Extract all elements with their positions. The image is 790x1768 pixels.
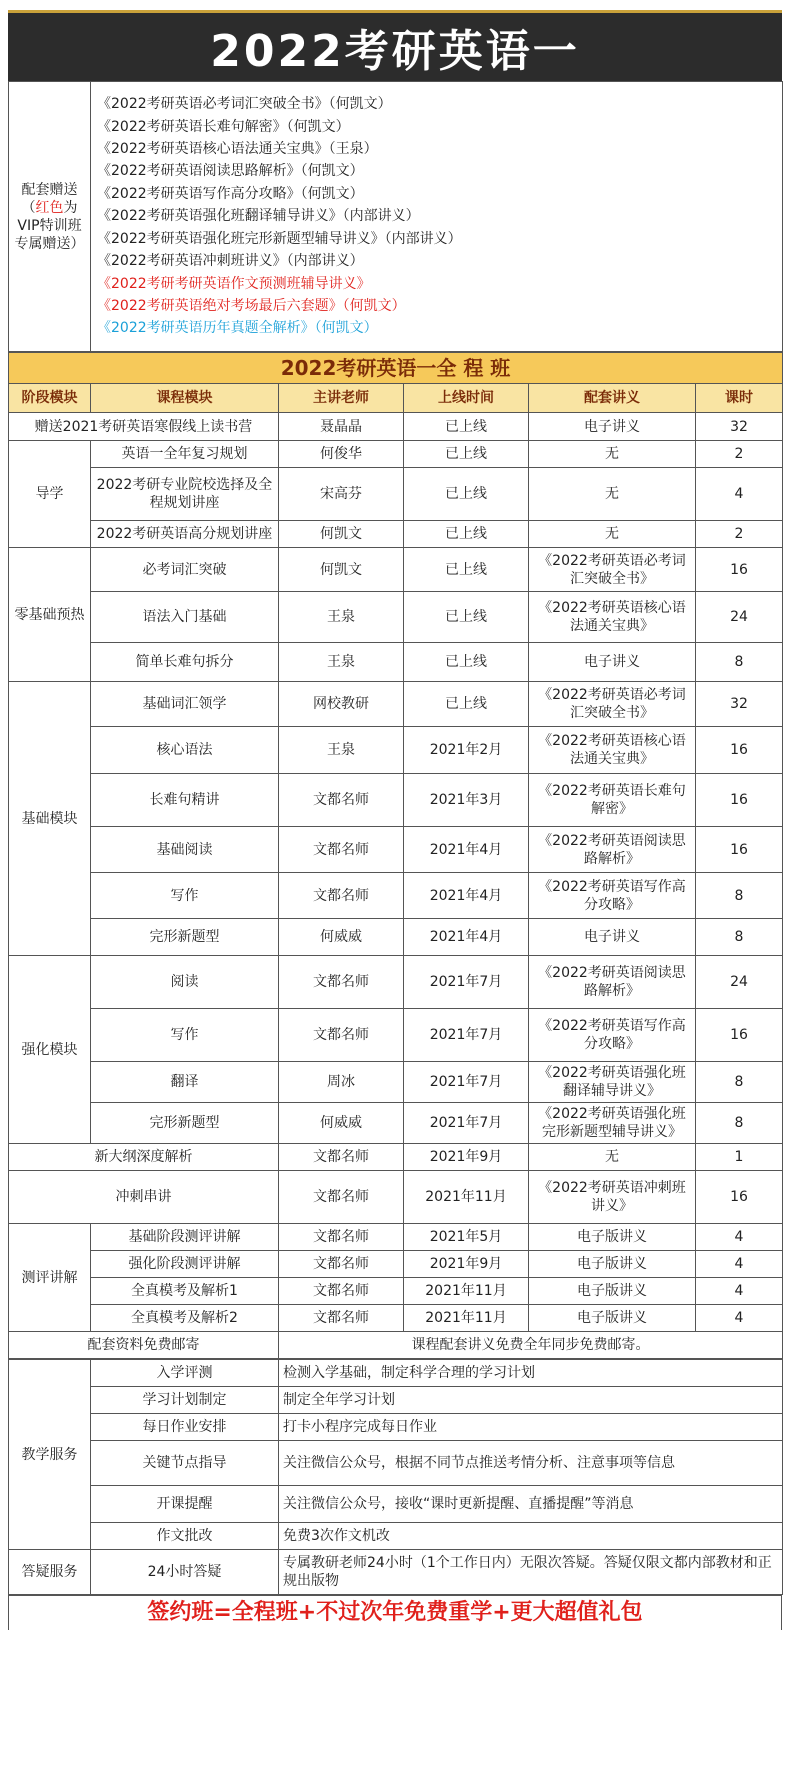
hours-cell: 2 [696,441,783,468]
table-row [9,1009,783,1062]
course-cell: 强化阶段测评讲解 [91,1251,279,1278]
gift-item: 《2022考研英语长难句解密》（何凯文） [97,118,350,135]
gifts-label-paren: （ [21,199,36,216]
table-row [9,468,783,521]
course-cell: 2022考研英语高分规划讲座 [91,521,279,548]
teacher-cell: 王泉 [279,592,404,643]
teacher-cell: 宋高芬 [279,468,404,521]
teacher-cell: 文都名师 [279,1305,404,1332]
table-row [9,643,783,682]
material-cell: 《2022考研英语长难句解密》 [529,774,696,827]
column-header: 课时 [696,384,783,413]
hours-cell: 16 [696,727,783,774]
material-cell: 无 [529,1144,696,1171]
teacher-cell: 王泉 [279,643,404,682]
gift-item: 《2022考研英语冲刺班讲义》（内部讲义） [97,253,364,270]
material-cell: 《2022考研英语阅读思路解析》 [529,956,696,1009]
footer-banner: 签约班=全程班+不过次年免费重学+更大超值礼包 [9,1596,782,1631]
table-row [9,1144,783,1171]
service-name: 24小时答疑 [91,1550,279,1595]
hours-cell: 16 [696,1009,783,1062]
table-row [9,727,783,774]
course-table [8,352,783,1359]
material-cell: 《2022考研英语阅读思路解析》 [529,827,696,873]
hours-cell: 1 [696,1144,783,1171]
table-row [9,1103,783,1144]
course-cell: 语法入门基础 [91,592,279,643]
course-cell: 全真模考及解析2 [91,1305,279,1332]
table-row [9,956,783,1009]
teacher-cell: 聂晶晶 [279,413,404,441]
column-header: 课程模块 [91,384,279,413]
table-row [9,1305,783,1332]
teacher-cell: 文都名师 [279,1009,404,1062]
teacher-cell: 何威威 [279,1103,404,1144]
table-row [9,548,783,592]
service-name: 关键节点指导 [91,1441,279,1486]
course-cell: 简单长难句拆分 [91,643,279,682]
gifts-label-suffix: 为VIP特训班专属赠送） [14,199,85,252]
teacher-cell: 文都名师 [279,1251,404,1278]
material-cell: 《2022考研英语必考词汇突破全书》 [529,548,696,592]
table-row [9,441,783,468]
table-row [9,1360,783,1387]
course-cell: 长难句精讲 [91,774,279,827]
teacher-cell: 文都名师 [279,774,404,827]
gifts-label [9,82,91,352]
course-cell: 英语一全年复习规划 [91,441,279,468]
table-row [9,774,783,827]
table-row [9,1278,783,1305]
teacher-cell: 何凯文 [279,548,404,592]
stage-cell: 测评讲解 [9,1224,91,1332]
material-cell: 《2022考研英语强化班翻译辅导讲义》 [529,1062,696,1103]
course-cell: 基础阅读 [91,827,279,873]
course-cell: 必考词汇突破 [91,548,279,592]
hours-cell: 8 [696,873,783,919]
material-cell: 电子讲义 [529,919,696,956]
teacher-cell: 文都名师 [279,1144,404,1171]
teacher-cell: 王泉 [279,727,404,774]
hours-cell: 16 [696,774,783,827]
table-row [9,1171,783,1224]
table-row [9,413,783,441]
time-cell: 2021年3月 [404,774,529,827]
gift-item: 《2022考研英语必考词汇突破全书》（何凯文） [97,96,392,113]
service-desc: 检测入学基础，制定科学合理的学习计划 [279,1360,783,1387]
service-desc: 关注微信公众号，根据不同节点推送考情分析、注意事项等信息 [279,1441,783,1486]
table-row [9,521,783,548]
table-row [9,353,783,384]
table-row [9,1224,783,1251]
material-cell: 无 [529,521,696,548]
time-cell: 已上线 [404,441,529,468]
service-desc: 关注微信公众号，接收“课时更新提醒、直播提醒”等消息 [279,1486,783,1523]
time-cell: 已上线 [404,413,529,441]
time-cell: 2021年7月 [404,1009,529,1062]
course-cell: 写作 [91,1009,279,1062]
material-cell: 《2022考研英语强化班完形新题型辅导讲义》 [529,1103,696,1144]
course-cell: 写作 [91,873,279,919]
time-cell: 2021年11月 [404,1278,529,1305]
time-cell: 已上线 [404,592,529,643]
course-cell: 冲刺串讲 [9,1171,279,1224]
time-cell: 已上线 [404,468,529,521]
stage-cell: 零基础预热 [9,548,91,682]
teacher-cell: 文都名师 [279,956,404,1009]
time-cell: 2021年9月 [404,1144,529,1171]
hours-cell: 24 [696,956,783,1009]
service-desc: 打卡小程序完成每日作业 [279,1414,783,1441]
teacher-cell: 周冰 [279,1062,404,1103]
time-cell: 2021年7月 [404,956,529,1009]
service-desc: 制定全年学习计划 [279,1387,783,1414]
qa-service-label: 答疑服务 [9,1550,91,1595]
material-cell: 《2022考研英语核心语法通关宝典》 [529,592,696,643]
teacher-cell: 文都名师 [279,1224,404,1251]
material-cell: 《2022考研英语必考词汇突破全书》 [529,682,696,727]
course-sheet [8,10,782,1630]
material-cell: 电子版讲义 [529,1224,696,1251]
hours-cell: 4 [696,1251,783,1278]
page-title: 2022考研英语一 [8,10,782,81]
gift-item: 《2022考研英语绝对考场最后六套题》（何凯文） [97,297,406,314]
service-name: 每日作业安排 [91,1414,279,1441]
hours-cell: 4 [696,1278,783,1305]
column-header: 配套讲义 [529,384,696,413]
teacher-cell: 文都名师 [279,827,404,873]
material-cell: 电子版讲义 [529,1278,696,1305]
time-cell: 已上线 [404,548,529,592]
time-cell: 2021年11月 [404,1305,529,1332]
material-cell: 《2022考研英语写作高分攻略》 [529,873,696,919]
teacher-cell: 何俊华 [279,441,404,468]
time-cell: 2021年5月 [404,1224,529,1251]
time-cell: 2021年7月 [404,1062,529,1103]
material-cell: 电子版讲义 [529,1305,696,1332]
gifts-label-red: 红色 [35,199,64,216]
course-cell: 2022考研专业院校选择及全程规划讲座 [91,468,279,521]
teacher-cell: 文都名师 [279,1278,404,1305]
material-cell: 电子讲义 [529,413,696,441]
table-row [9,873,783,919]
table-row [9,1441,783,1486]
table-row [9,1486,783,1523]
table-row [9,384,783,413]
hours-cell: 16 [696,1171,783,1224]
material-cell: 《2022考研英语核心语法通关宝典》 [529,727,696,774]
material-cell: 电子讲义 [529,643,696,682]
hours-cell: 8 [696,643,783,682]
service-name: 学习计划制定 [91,1387,279,1414]
service-name: 作文批改 [91,1523,279,1550]
hours-cell: 8 [696,919,783,956]
hours-cell: 4 [696,1305,783,1332]
teacher-cell: 文都名师 [279,1171,404,1224]
time-cell: 2021年9月 [404,1251,529,1278]
gifts-table [8,81,783,352]
mail-text: 课程配套讲义免费全年同步免费邮寄。 [279,1332,783,1359]
material-cell: 《2022考研英语写作高分攻略》 [529,1009,696,1062]
hours-cell: 2 [696,521,783,548]
gifts-label-prefix: 配套赠送 [21,181,78,198]
material-cell: 电子版讲义 [529,1251,696,1278]
course-cell: 新大纲深度解析 [9,1144,279,1171]
time-cell: 2021年7月 [404,1103,529,1144]
table-row [9,919,783,956]
table-row [9,1251,783,1278]
hours-cell: 4 [696,468,783,521]
time-cell: 已上线 [404,643,529,682]
hours-cell: 32 [696,413,783,441]
gift-item: 《2022考研英语写作高分攻略》（何凯文） [97,185,364,202]
course-cell: 完形新题型 [91,1103,279,1144]
course-cell: 全真模考及解析1 [91,1278,279,1305]
stage-cell: 强化模块 [9,956,91,1144]
gift-item: 《2022考研英语强化班完形新题型辅导讲义》（内部讲义） [97,230,462,247]
hours-cell: 32 [696,682,783,727]
course-cell: 阅读 [91,956,279,1009]
table-row [9,1414,783,1441]
mail-label: 配套资料免费邮寄 [9,1332,279,1359]
time-cell: 已上线 [404,682,529,727]
table-row [9,592,783,643]
teacher-cell: 文都名师 [279,873,404,919]
course-cell: 核心语法 [91,727,279,774]
gift-item: 《2022考研考研英语作文预测班辅导讲义》 [97,275,371,292]
section-title: 2022考研英语一全 程 班 [9,353,783,384]
service-name: 开课提醒 [91,1486,279,1523]
hours-cell: 4 [696,1224,783,1251]
hours-cell: 16 [696,827,783,873]
course-cell: 赠送2021考研英语寒假线上读书营 [9,413,279,441]
footer-table [8,1595,782,1630]
material-cell: 无 [529,441,696,468]
service-name: 入学评测 [91,1360,279,1387]
course-cell: 完形新题型 [91,919,279,956]
hours-cell: 16 [696,548,783,592]
teacher-cell: 何威威 [279,919,404,956]
course-cell: 基础词汇领学 [91,682,279,727]
hours-cell: 8 [696,1103,783,1144]
service-desc: 免费3次作文机改 [279,1523,783,1550]
teaching-service-label: 教学服务 [9,1360,91,1550]
material-cell: 《2022考研英语冲刺班讲义》 [529,1171,696,1224]
table-row [9,1332,783,1359]
material-cell: 无 [529,468,696,521]
stage-cell: 导学 [9,441,91,548]
table-row [9,1550,783,1595]
gift-item: 《2022考研英语强化班翻译辅导讲义》（内部讲义） [97,208,420,225]
time-cell: 已上线 [404,521,529,548]
stage-cell: 基础模块 [9,682,91,956]
table-row [9,1387,783,1414]
gift-item: 《2022考研英语阅读思路解析》（何凯文） [97,163,364,180]
time-cell: 2021年11月 [404,1171,529,1224]
table-row [9,682,783,727]
service-desc: 专属教研老师24小时（1个工作日内）无限次答疑。答疑仅限文都内部教材和正规出版物 [279,1550,783,1595]
time-cell: 2021年4月 [404,919,529,956]
column-header: 阶段模块 [9,384,91,413]
service-table [8,1359,783,1595]
course-cell: 基础阶段测评讲解 [91,1224,279,1251]
table-row [9,1062,783,1103]
gift-item: 《2022考研英语历年真题全解析》（何凯文） [97,320,378,337]
course-cell: 翻译 [91,1062,279,1103]
time-cell: 2021年4月 [404,827,529,873]
gifts-list [91,82,783,352]
column-header: 主讲老师 [279,384,404,413]
hours-cell: 8 [696,1062,783,1103]
column-header: 上线时间 [404,384,529,413]
teacher-cell: 何凯文 [279,521,404,548]
hours-cell: 24 [696,592,783,643]
gift-item: 《2022考研英语核心语法通关宝典》（王泉） [97,141,378,158]
time-cell: 2021年4月 [404,873,529,919]
table-row [9,1523,783,1550]
teacher-cell: 网校教研 [279,682,404,727]
time-cell: 2021年2月 [404,727,529,774]
table-row [9,827,783,873]
